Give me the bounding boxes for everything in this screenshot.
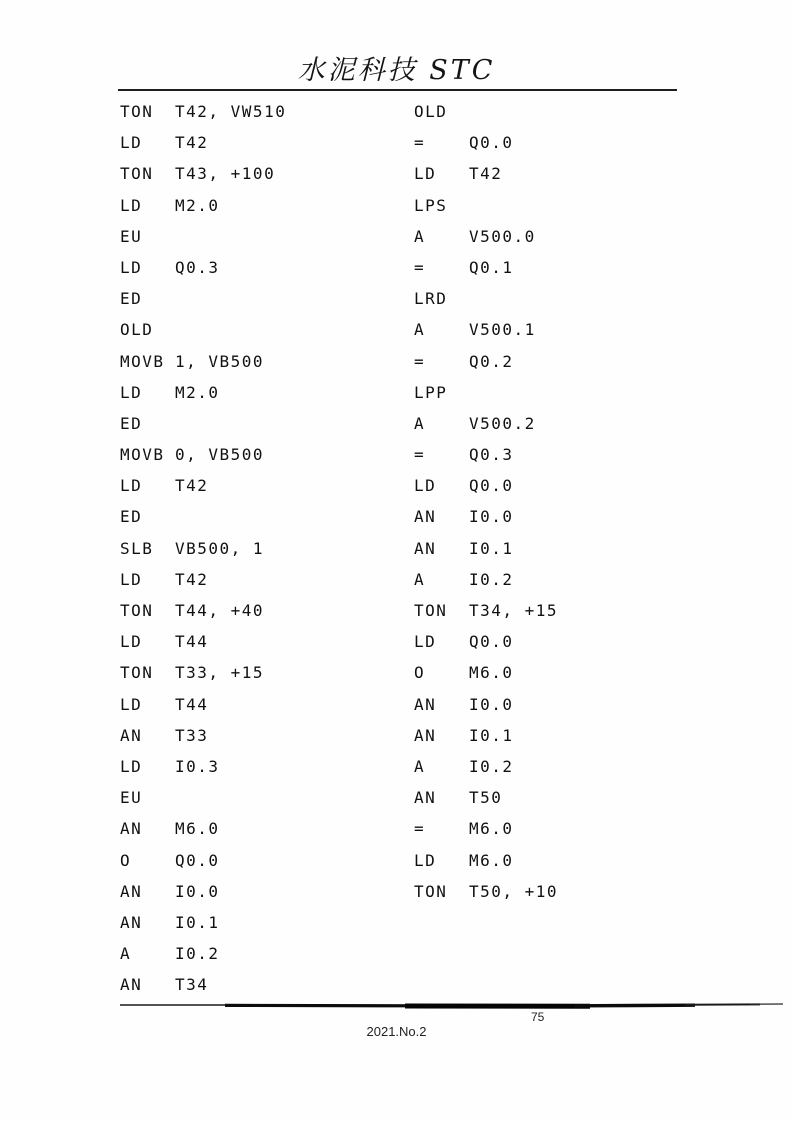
operand: Q0.1: [469, 257, 514, 277]
opcode: LD: [120, 257, 143, 277]
code-line: [120, 876, 286, 907]
opcode: A: [414, 320, 426, 340]
opcode: AN: [120, 912, 143, 932]
opcode: A: [414, 569, 426, 589]
operand: I0.1: [469, 538, 514, 558]
code-line: [120, 782, 286, 813]
opcode: MOVB: [120, 351, 165, 371]
code-line: [120, 252, 286, 283]
operand: I0.0: [469, 507, 514, 527]
code-line: [414, 595, 558, 626]
operand: V500.1: [469, 320, 536, 340]
operand: T42: [175, 133, 209, 153]
operand: M6.0: [175, 819, 220, 839]
operand: T44, +40: [175, 601, 265, 620]
opcode: AN: [414, 788, 437, 808]
opcode: AN: [120, 881, 143, 901]
opcode: AN: [414, 725, 437, 745]
code-line: [120, 657, 286, 688]
opcode: =: [414, 351, 426, 371]
code-line: [414, 720, 558, 751]
code-line: [414, 96, 558, 127]
code-line: [120, 190, 286, 221]
opcode: AN: [120, 819, 143, 839]
opcode: LD: [120, 694, 143, 714]
code-line: [120, 470, 286, 501]
code-line: [120, 845, 286, 876]
code-column-right: [414, 96, 558, 907]
operand: I0.1: [469, 725, 514, 745]
code-line: [120, 127, 286, 158]
operand: 0, VB500: [175, 445, 265, 465]
opcode: LPS: [414, 195, 448, 215]
opcode: LD: [120, 756, 143, 776]
operand: M6.0: [469, 819, 514, 839]
code-line: [120, 408, 286, 439]
opcode: TON: [120, 601, 154, 620]
code-line: [120, 158, 286, 189]
opcode: A: [414, 413, 426, 433]
code-line: [414, 221, 558, 252]
code-line: [414, 252, 558, 283]
code-column-left: [120, 96, 286, 1000]
operand: I0.0: [175, 881, 220, 901]
code-line: [414, 346, 558, 377]
code-line: [120, 813, 286, 844]
code-line: [120, 346, 286, 377]
operand: I0.3: [175, 756, 220, 776]
opcode: LD: [120, 476, 143, 496]
operand: Q0.0: [469, 133, 514, 153]
operand: I0.2: [469, 756, 514, 776]
opcode: TON: [120, 102, 154, 121]
operand: Q0.3: [469, 445, 514, 465]
operand: T42, VW510: [175, 102, 287, 121]
opcode: EU: [120, 226, 143, 246]
operand: I0.2: [175, 944, 220, 964]
operand: VB500, 1: [175, 538, 265, 558]
page-number: 75: [531, 1010, 545, 1024]
opcode: TON: [120, 164, 154, 184]
opcode: AN: [120, 725, 143, 745]
opcode: =: [414, 819, 426, 839]
operand: T33: [175, 725, 209, 745]
code-line: [414, 283, 558, 314]
operand: T44: [175, 632, 209, 652]
opcode: A: [120, 944, 132, 964]
code-line: [120, 501, 286, 532]
opcode: AN: [120, 975, 143, 995]
opcode: EU: [120, 788, 143, 808]
opcode: LD: [120, 569, 143, 589]
code-line: [120, 626, 286, 657]
code-line: [414, 533, 558, 564]
code-line: [414, 689, 558, 720]
code-line: [120, 221, 286, 252]
code-line: [414, 470, 558, 501]
opcode: O: [120, 850, 132, 870]
operand: 1, VB500: [175, 351, 265, 371]
code-line: [414, 158, 558, 189]
operand: I0.1: [175, 912, 220, 932]
opcode: AN: [414, 538, 437, 558]
operand: Q0.0: [469, 476, 514, 496]
opcode: ED: [120, 507, 143, 527]
issue-label: 2021.No.2: [366, 1024, 427, 1039]
opcode: LRD: [414, 289, 448, 309]
operand: T42: [175, 569, 209, 589]
operand: T50: [469, 788, 503, 808]
code-line: [414, 127, 558, 158]
code-line: [120, 377, 286, 408]
operand: M2.0: [175, 382, 220, 402]
opcode: LD: [414, 850, 437, 870]
opcode: OLD: [414, 102, 448, 121]
opcode: LD: [414, 164, 437, 184]
opcode: TON: [120, 663, 154, 683]
code-line: [414, 813, 558, 844]
opcode: O: [414, 663, 426, 683]
opcode: SLB: [120, 538, 154, 558]
code-line: [414, 845, 558, 876]
code-line: [120, 969, 286, 1000]
operand: Q0.0: [175, 850, 220, 870]
code-line: [120, 283, 286, 314]
opcode: LPP: [414, 382, 448, 402]
code-line: [414, 501, 558, 532]
opcode: ED: [120, 413, 143, 433]
operand: M2.0: [175, 195, 220, 215]
code-line: [120, 751, 286, 782]
operand: T34, +15: [469, 601, 559, 620]
operand: M6.0: [469, 663, 514, 683]
code-line: [414, 377, 558, 408]
code-line: [120, 314, 286, 345]
operand: I0.2: [469, 569, 514, 589]
operand: T42: [175, 476, 209, 496]
opcode: AN: [414, 694, 437, 714]
opcode: A: [414, 226, 426, 246]
code-line: [120, 564, 286, 595]
operand: V500.2: [469, 413, 536, 433]
header-divider: [118, 89, 677, 91]
opcode: ED: [120, 289, 143, 309]
code-line: [414, 314, 558, 345]
code-line: [120, 907, 286, 938]
code-line: [414, 626, 558, 657]
code-line: [414, 439, 558, 470]
opcode: =: [414, 257, 426, 277]
operand: I0.0: [469, 694, 514, 714]
operand: Q0.2: [469, 351, 514, 371]
code-line: [414, 408, 558, 439]
operand: V500.0: [469, 226, 536, 246]
code-line: [120, 689, 286, 720]
operand: T34: [175, 975, 209, 995]
opcode: LD: [414, 632, 437, 652]
code-line: [414, 564, 558, 595]
opcode: AN: [414, 507, 437, 527]
code-line: [414, 876, 558, 907]
operand: T44: [175, 694, 209, 714]
operand: T43, +100: [175, 164, 276, 184]
code-line: [120, 720, 286, 751]
operand: M6.0: [469, 850, 514, 870]
opcode: TON: [414, 881, 448, 901]
opcode: TON: [414, 601, 448, 620]
opcode: =: [414, 133, 426, 153]
code-line: [414, 190, 558, 221]
code-line: [120, 938, 286, 969]
code-line: [120, 439, 286, 470]
opcode: LD: [120, 195, 143, 215]
opcode: LD: [120, 382, 143, 402]
opcode: =: [414, 445, 426, 465]
code-line: [120, 96, 286, 127]
code-line: [414, 782, 558, 813]
opcode: LD: [414, 476, 437, 496]
code-line: [120, 595, 286, 626]
operand: T33, +15: [175, 663, 265, 683]
operand: T50, +10: [469, 881, 559, 901]
code-line: [120, 533, 286, 564]
operand: Q0.0: [469, 632, 514, 652]
opcode: LD: [120, 632, 143, 652]
code-line: [414, 751, 558, 782]
footer-divider: [120, 1000, 783, 1012]
opcode: LD: [120, 133, 143, 153]
operand: T42: [469, 164, 503, 184]
operand: Q0.3: [175, 257, 220, 277]
code-line: [414, 657, 558, 688]
opcode: A: [414, 756, 426, 776]
journal-title: 水泥科技 STC: [297, 55, 496, 86]
opcode: MOVB: [120, 445, 165, 465]
opcode: OLD: [120, 320, 154, 340]
